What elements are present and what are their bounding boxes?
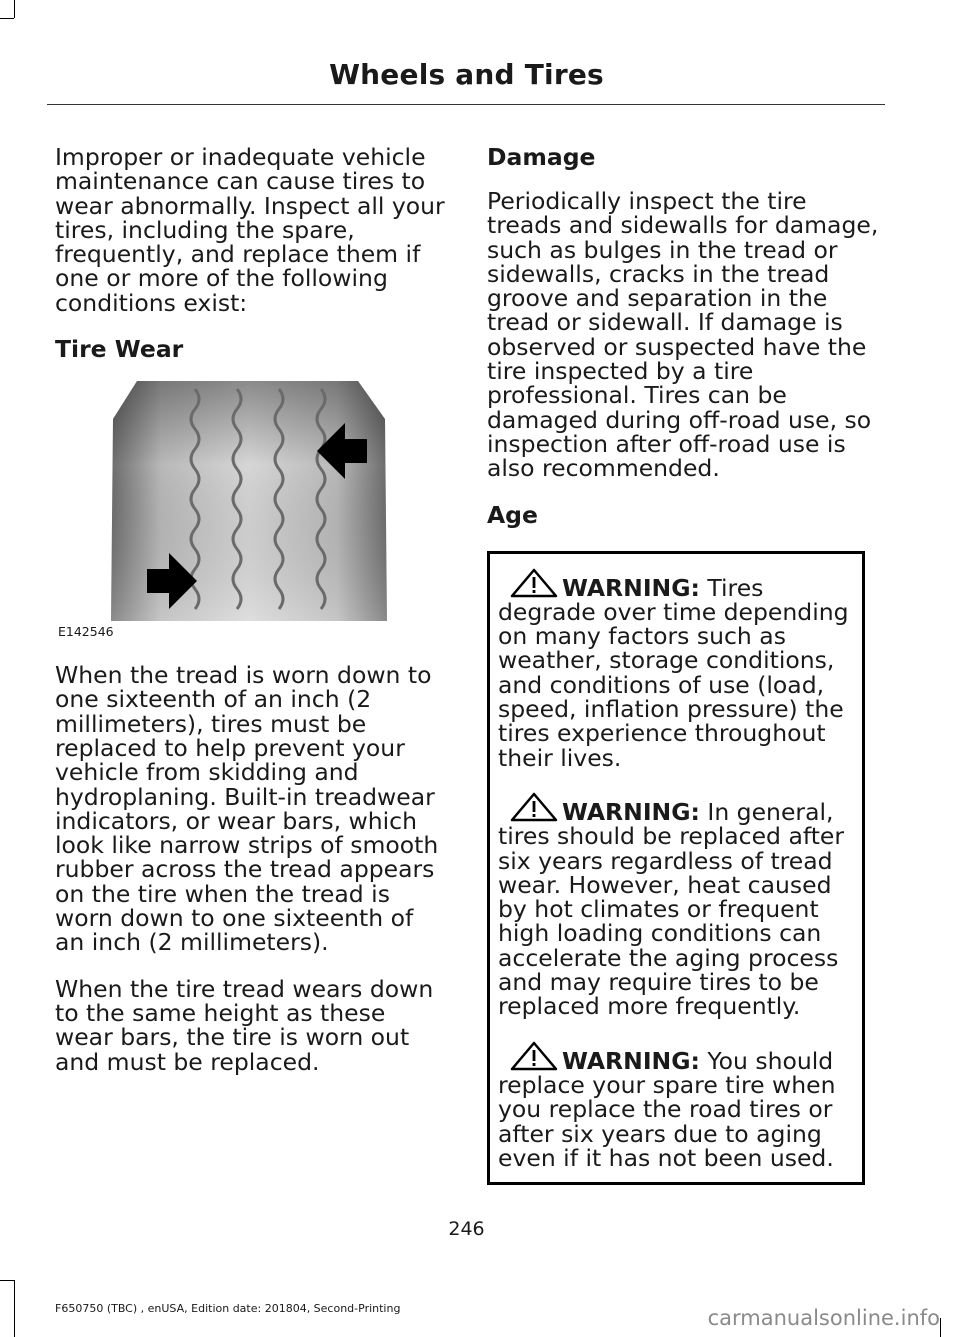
right-column: [487, 145, 879, 1185]
tread-paragraph: When the tread is worn down to one sixteenth of an inch (2 millimeters), tires must be replaced to help prevent your vehicle from skidding and hydroplaning. Built-in treadwear indicators, or wear bars, which look like narrow strips of smooth rubber across the tread appears on the tire when the tread is worn down to one sixteenth of an inch (2 millimeters).: [55, 661, 439, 957]
warning-item: [498, 568, 856, 770]
crop-mark: [940, 1318, 941, 1337]
warning-text: You should replace your spare tire when you replace the road tires or after six years due to aging even if it has not been used.: [498, 1046, 836, 1172]
intro-paragraph: Improper or inadequate vehicle maintenance can cause tires to wear abnormally. Inspect all your tires, including the spare, frequently, and replace them if one or more of the following conditions exist:: [55, 143, 445, 317]
warning-box: [487, 551, 865, 1186]
crop-mark: [14, 0, 15, 18]
header-divider: [47, 104, 885, 105]
warning-label: WARNING:: [562, 797, 700, 826]
damage-heading: Damage: [487, 143, 596, 171]
warning-text: In general, tires should be replaced after six years regardless of tread wear. However, heat caused by hot climates or frequent high loading conditions can accelerate the aging process and may require tires to be replaced more frequently.: [498, 797, 845, 1021]
tire-tread-illustration: [55, 381, 395, 639]
age-heading: Age: [487, 500, 538, 529]
figure-id: E142546: [58, 624, 114, 640]
crop-mark: [14, 1280, 15, 1337]
left-column: [55, 145, 447, 1096]
warning-label: WARNING:: [562, 573, 700, 602]
page-title: Wheels and Tires: [329, 58, 604, 91]
tire-tread-figure: [55, 381, 395, 639]
watermark: carmanualsonline.info: [707, 1306, 940, 1330]
warning-label: WARNING:: [562, 1046, 700, 1075]
tire-wear-heading: Tire Wear: [55, 335, 184, 364]
footer-edition: F650750 (TBC) , enUSA, Edition date: 201804, Second-Printing: [55, 1302, 401, 1315]
warning-triangle-icon: [510, 568, 558, 598]
damage-paragraph: Periodically inspect the tire treads and sidewalls for damage, such as bulges in the tread or sidewalls, cracks in the tread groove and separation in the tread or sidewall. If damage is observed or suspected have the tire inspected by a tire professional. Tires can be damaged during off-road use, so inspection after off-road use is also recommended.: [487, 187, 879, 483]
warning-triangle-icon: [510, 792, 558, 822]
crop-mark: [0, 1280, 14, 1281]
warning-text: Tires degrade over time depending on many factors such as weather, storage conditions, and conditions of use (load, speed, inflation pressure) the tires experience throughout their lives.: [498, 573, 849, 772]
warning-triangle-icon: [510, 1041, 558, 1071]
warning-item: [498, 792, 856, 1019]
wear-bar-paragraph: When the tire tread wears down to the same height as these wear bars, the tire is worn out and must be replaced.: [55, 974, 434, 1076]
warning-item: [498, 1041, 856, 1170]
crop-mark: [0, 18, 14, 19]
page-number: 246: [448, 1218, 485, 1240]
